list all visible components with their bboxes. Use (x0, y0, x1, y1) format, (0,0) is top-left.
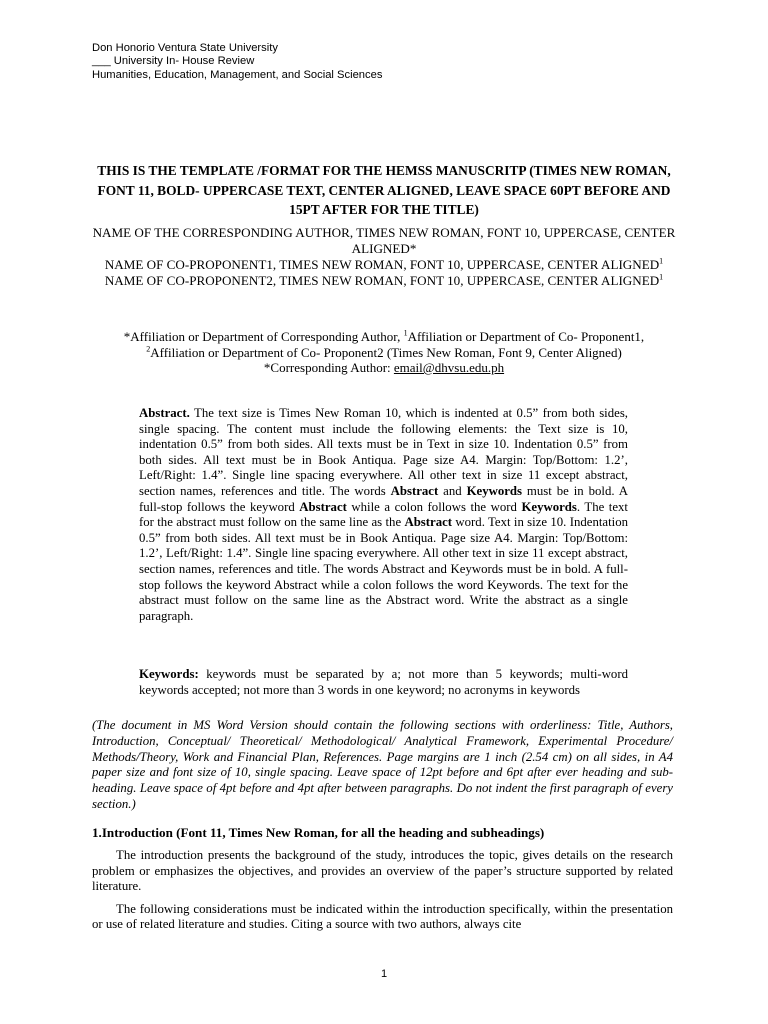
abstract-bold-4: Keywords (521, 499, 577, 514)
abstract-bold-2: Keywords (466, 483, 523, 498)
keywords-paragraph (139, 667, 628, 698)
introduction-paragraph-2: The following considerations must be indicated within the introduction specifically, within the presentation or use of related literature and studies. Citing a source with two authors, always cite (92, 901, 673, 932)
abstract-text-5: . The text for the abstract must follow on the same line as the (139, 499, 628, 530)
author-co1-name: NAME OF CO-PROPONENT1, TIMES NEW ROMAN, FONT 10, UPPERCASE, CENTER ALIGNED (104, 256, 660, 272)
abstract-section (139, 406, 628, 624)
abstract-paragraph (139, 406, 628, 624)
affiliation-sup-1: 1 (403, 328, 408, 338)
page-number: 1 (380, 968, 388, 980)
author-co2-name: NAME OF CO-PROPONENT2, TIMES NEW ROMAN, FONT 10, UPPERCASE, CENTER ALIGNED (104, 272, 660, 288)
abstract-text-6: word. Text in size 10. Indentation 0.5” from both sides. All text must be in Book Antiqua. Page size A4. Margin: Top/Bottom: 1.2’, Left/Right: 1.4”. Single line spacing everywhere. All other text in size 11 except abstract, section names, references and title. The words Abstract and Keywords must be in bold. A full-stop follows the keyword Abstract while a colon follows the word Keywords. The text for the abstract must follow on the same line as the Abstract word. Write the abstract as a single paragraph. (139, 515, 628, 623)
header-cluster: Humanities, Education, Management, and Social Sciences (92, 68, 383, 81)
abstract-text-1: The text size is Times New Roman 10, which is indented at 0.5” from both sides, single spacing. The content must include the following elements: the Text size is 10, indentation 0.5” from both sides. All texts must be in Text in size 10. Indentation 0.5” from both sides. All text must be in Book Antiqua. Page size A4. Margin: Top/Bottom: 1.2’, Left/Right: 1.4”. Single line spacing everywhere. All other text in size 11 except abstract, section names, references and title. The words (139, 406, 628, 498)
affiliation-corresponding: *Affiliation or Department of Corresponding Author, (123, 329, 404, 344)
abstract-text-3: must be in bold. A full-stop follows the keyword (139, 483, 628, 514)
introduction-heading: 1.Introduction (Font 11, Times New Roman, for all the heading and subheadings) (92, 825, 545, 840)
author-corresponding (92, 225, 676, 257)
introduction-paragraph-1: The introduction presents the background of the study, introduces the topic, gives details on the research problem or emphasizes the objectives, and provides an overview of the paper’s structure supported by related literature. (92, 848, 673, 894)
introduction-body (92, 848, 673, 940)
affiliation-line-2 (92, 345, 676, 361)
affiliation-co1: Affiliation or Department of Co- Proponent1, (407, 329, 645, 344)
abstract-bold-1: Abstract (390, 483, 439, 498)
abstract-text-2: and (438, 483, 467, 498)
affiliation-line-3 (92, 360, 676, 376)
keywords-section (139, 667, 628, 698)
affiliation-co2: Affiliation or Department of Co- Proponent2 (Times New Roman, Font 9, Center Aligned) (150, 344, 622, 360)
abstract-bold-5: Abstract (404, 515, 453, 530)
header-university: Don Honorio Ventura State University (92, 42, 278, 54)
paper-title: THIS IS THE TEMPLATE /FORMAT FOR THE HEMSS MANUSCRITP (TIMES NEW ROMAN, FONT 11, BOLD- UPPERCASE TEXT, CENTER ALIGNED, LEAVE SPACE 60PT BEFORE AND 15PT AFTER FOR THE TITLE) (97, 163, 671, 217)
abstract-bold-3: Abstract (299, 499, 347, 514)
author-co1-mark: 1 (659, 256, 664, 266)
affiliations (92, 329, 676, 376)
keywords-label: Keywords: (139, 667, 199, 681)
formatting-note (92, 718, 673, 813)
affiliation-sup-2: 2 (146, 344, 151, 354)
author-corresponding-mark: * (409, 240, 417, 256)
author-corresponding-name: NAME OF THE CORRESPONDING AUTHOR, TIMES NEW ROMAN, FONT 10, UPPERCASE, CENTER ALIGNED (92, 225, 676, 256)
email-link[interactable]: email@dhvsu.edu.ph (393, 360, 505, 375)
header-review: ___ University In- House Review (92, 55, 255, 68)
author-co-proponent-2 (92, 273, 676, 289)
formatting-note-text: (The document in MS Word Version should contain the following sections with orderliness: Title, Authors, Introduction, Conceptual/ Theoretical/ Methodological/ Analytical Framework, Experimental Procedure/ Methods/Theory, Work and Financial Plan, References. Page margins are 1 inch (2.54 cm) on all sides, in A4 paper size and font size of 10, single spacing. Leave space of 12pt before and 6pt after ever heading and sub-heading. Leave space of 4pt before and 4pt after between paragraphs. Do not indent the first paragraph of every section.) (92, 718, 673, 811)
corresponding-author-label: *Corresponding Author: (263, 360, 394, 375)
affiliation-line-1 (92, 329, 676, 345)
author-co2-mark: 1 (659, 272, 664, 282)
keywords-text: keywords must be separated by a; not more than 5 keywords; multi-word keywords accepted; not more than 3 words in one keyword; no acronyms in keywords (139, 667, 628, 697)
author-list (92, 225, 676, 289)
abstract-label: Abstract. (139, 406, 190, 420)
abstract-text-4: while a colon follows the word (346, 499, 522, 514)
running-header (92, 42, 382, 82)
author-co-proponent-1 (92, 257, 676, 273)
